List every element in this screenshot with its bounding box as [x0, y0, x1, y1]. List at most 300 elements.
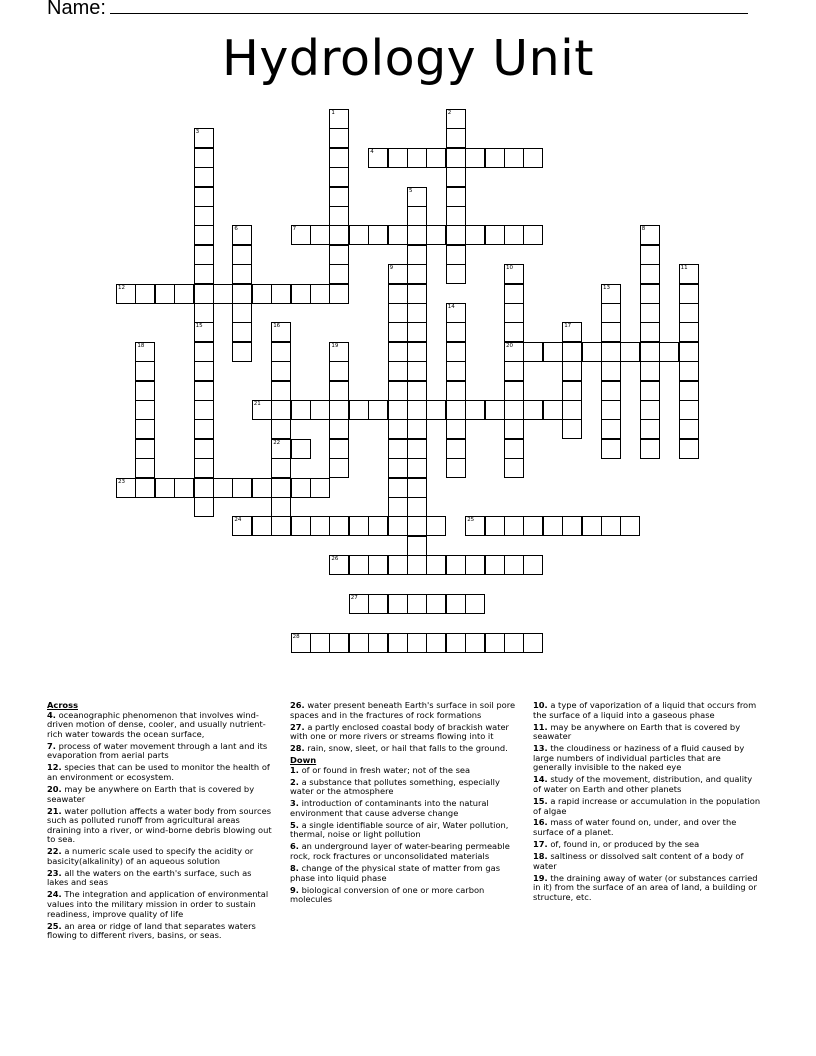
grid-cell[interactable] [562, 361, 582, 381]
grid-cell[interactable] [601, 284, 621, 304]
grid-cell[interactable] [446, 187, 466, 207]
grid-cell[interactable] [349, 594, 369, 614]
grid-cell[interactable] [679, 264, 699, 284]
grid-cell[interactable] [679, 342, 699, 362]
clue-number: 3 [195, 129, 200, 136]
grid-cell[interactable] [310, 400, 330, 420]
grid-cell[interactable] [523, 633, 543, 653]
clue-number: 5 [409, 187, 413, 194]
grid-cell[interactable] [407, 478, 427, 498]
grid-cell[interactable] [388, 148, 408, 168]
grid-cell[interactable] [446, 109, 466, 129]
clue-number: 17 [564, 323, 572, 330]
grid-cell[interactable] [446, 400, 466, 420]
grid-cell[interactable] [426, 633, 446, 653]
grid-cell[interactable] [194, 400, 214, 420]
down-clue [533, 852, 761, 871]
grid-cell[interactable] [601, 419, 621, 439]
grid-cell[interactable] [194, 206, 214, 226]
grid-cell[interactable] [388, 322, 408, 342]
grid-cell[interactable] [271, 342, 291, 362]
grid-cell[interactable] [426, 516, 446, 536]
grid-cell[interactable] [504, 148, 524, 168]
down-clue [533, 874, 761, 903]
grid-cell[interactable] [504, 458, 524, 478]
grid-cell[interactable] [271, 497, 291, 517]
grid-cell[interactable] [446, 322, 466, 342]
grid-cell[interactable] [194, 381, 214, 401]
grid-cell[interactable] [446, 128, 466, 148]
grid-cell[interactable] [640, 342, 660, 362]
grid-cell[interactable] [640, 361, 660, 381]
grid-cell[interactable] [407, 594, 427, 614]
clue-number-label: 7. [47, 740, 56, 751]
grid-cell[interactable] [232, 284, 252, 304]
grid-cell[interactable] [310, 225, 330, 245]
grid-cell[interactable] [523, 555, 543, 575]
grid-cell[interactable] [329, 361, 349, 381]
grid-cell[interactable] [271, 361, 291, 381]
grid-cell[interactable] [291, 478, 311, 498]
grid-cell[interactable] [679, 381, 699, 401]
grid-cell[interactable] [446, 303, 466, 323]
grid-cell[interactable] [329, 284, 349, 304]
grid-cell[interactable] [329, 245, 349, 265]
down-clue [290, 886, 518, 905]
grid-cell[interactable] [349, 555, 369, 575]
grid-cell[interactable] [407, 225, 427, 245]
across-clue [47, 742, 275, 761]
clue-text: a type of vaporization of a liquid that occurs from the surface of a liquid into a gaseous phase [533, 700, 757, 720]
grid-cell[interactable] [291, 225, 311, 245]
grid-cell[interactable] [388, 419, 408, 439]
grid-cell[interactable] [446, 225, 466, 245]
grid-cell[interactable] [232, 322, 252, 342]
grid-cell[interactable] [388, 381, 408, 401]
grid-cell[interactable] [562, 400, 582, 420]
grid-cell[interactable] [562, 322, 582, 342]
grid-cell[interactable] [523, 342, 543, 362]
grid-cell[interactable] [504, 225, 524, 245]
grid-cell[interactable] [407, 439, 427, 459]
grid-cell[interactable] [679, 439, 699, 459]
across-clue [47, 847, 275, 866]
grid-cell[interactable] [232, 478, 252, 498]
clue-number: 21 [253, 401, 261, 407]
grid-cell[interactable] [407, 206, 427, 226]
grid-cell[interactable] [465, 516, 485, 536]
grid-cell[interactable] [310, 478, 330, 498]
grid-cell[interactable] [504, 400, 524, 420]
grid-cell[interactable] [232, 225, 252, 245]
grid-cell[interactable] [446, 458, 466, 478]
grid-cell[interactable] [504, 419, 524, 439]
grid-cell[interactable] [407, 303, 427, 323]
grid-cell[interactable] [213, 478, 233, 498]
grid-cell[interactable] [271, 478, 291, 498]
grid-cell[interactable] [194, 342, 214, 362]
grid-cell[interactable] [523, 148, 543, 168]
grid-cell[interactable] [407, 497, 427, 517]
grid-cell[interactable] [543, 342, 563, 362]
grid-cell[interactable] [465, 555, 485, 575]
grid-cell[interactable] [194, 264, 214, 284]
grid-cell[interactable] [310, 633, 330, 653]
grid-cell[interactable] [194, 225, 214, 245]
grid-cell[interactable] [485, 633, 505, 653]
grid-cell[interactable] [194, 439, 214, 459]
grid-cell[interactable] [349, 633, 369, 653]
grid-cell[interactable] [135, 381, 155, 401]
grid-cell[interactable] [465, 400, 485, 420]
grid-cell[interactable] [407, 264, 427, 284]
grid-cell[interactable] [194, 167, 214, 187]
clue-number-label: 17. [533, 839, 548, 850]
grid-cell[interactable] [252, 400, 272, 420]
grid-cell[interactable] [252, 516, 272, 536]
grid-cell[interactable] [388, 225, 408, 245]
grid-cell[interactable] [679, 419, 699, 439]
clue-number-label: 10. [533, 700, 548, 710]
grid-cell[interactable] [485, 516, 505, 536]
grid-cell[interactable] [135, 419, 155, 439]
clue-text: water present beneath Earth's surface in soil pore spaces and in the fractures of rock formations [290, 700, 516, 720]
grid-cell[interactable] [620, 516, 640, 536]
grid-cell[interactable] [446, 633, 466, 653]
grid-cell[interactable] [601, 342, 621, 362]
grid-cell[interactable] [601, 400, 621, 420]
grid-cell[interactable] [407, 400, 427, 420]
grid-cell[interactable] [465, 594, 485, 614]
grid-cell[interactable] [485, 148, 505, 168]
grid-cell[interactable] [504, 342, 524, 362]
clue-number-label: 1. [290, 764, 299, 775]
grid-cell[interactable] [213, 284, 233, 304]
grid-cell[interactable] [194, 245, 214, 265]
grid-cell[interactable] [368, 225, 388, 245]
clue-text: water pollution affects a water body from sources such as polluted runoff from agricultural areas draining into a river, or wind-borne debris blowing out to sea. [47, 805, 272, 845]
grid-cell[interactable] [271, 439, 291, 459]
clue-text: of, found in, or produced by the sea [547, 839, 700, 850]
grid-cell[interactable] [562, 419, 582, 439]
grid-cell[interactable] [271, 381, 291, 401]
clue-number: 19 [331, 342, 339, 349]
grid-cell[interactable] [388, 633, 408, 653]
grid-cell[interactable] [504, 361, 524, 381]
grid-cell[interactable] [349, 400, 369, 420]
grid-cell[interactable] [271, 419, 291, 439]
grid-cell[interactable] [252, 284, 272, 304]
grid-cell[interactable] [446, 419, 466, 439]
grid-cell[interactable] [446, 206, 466, 226]
grid-cell[interactable] [562, 342, 582, 362]
grid-cell[interactable] [194, 497, 214, 517]
grid-cell[interactable] [446, 381, 466, 401]
grid-cell[interactable] [174, 284, 194, 304]
grid-cell[interactable] [135, 361, 155, 381]
grid-cell[interactable] [135, 342, 155, 362]
clue-number: 7 [292, 226, 297, 233]
grid-cell[interactable] [329, 555, 349, 575]
clue-number: 11 [680, 265, 688, 272]
grid-cell[interactable] [465, 225, 485, 245]
grid-cell[interactable] [407, 187, 427, 207]
grid-cell[interactable] [504, 516, 524, 536]
clue-text: mass of water found on, under, and over the surface of a planet. [533, 817, 737, 838]
grid-cell[interactable] [135, 400, 155, 420]
grid-cell[interactable] [194, 148, 214, 168]
down-clue [533, 775, 761, 794]
grid-cell[interactable] [640, 322, 660, 342]
clue-text: an area or ridge of land that separates waters flowing to different rivers, basins, or seas. [47, 920, 256, 941]
grid-cell[interactable] [523, 225, 543, 245]
grid-cell[interactable] [446, 148, 466, 168]
grid-cell[interactable] [407, 536, 427, 556]
grid-cell[interactable] [407, 516, 427, 536]
grid-cell[interactable] [368, 400, 388, 420]
grid-cell[interactable] [271, 400, 291, 420]
across-clue [47, 785, 275, 804]
grid-cell[interactable] [388, 516, 408, 536]
grid-cell[interactable] [446, 342, 466, 362]
grid-cell[interactable] [291, 439, 311, 459]
grid-cell[interactable] [407, 361, 427, 381]
grid-cell[interactable] [291, 400, 311, 420]
grid-cell[interactable] [601, 322, 621, 342]
grid-cell[interactable] [388, 400, 408, 420]
grid-cell[interactable] [407, 284, 427, 304]
grid-cell[interactable] [446, 245, 466, 265]
grid-cell[interactable] [504, 264, 524, 284]
grid-cell[interactable] [232, 245, 252, 265]
grid-cell[interactable] [271, 284, 291, 304]
grid-cell[interactable] [446, 167, 466, 187]
grid-cell[interactable] [640, 245, 660, 265]
grid-cell[interactable] [388, 342, 408, 362]
grid-cell[interactable] [194, 128, 214, 148]
grid-cell[interactable] [388, 303, 408, 323]
clue-number-label: 20. [47, 783, 62, 794]
grid-cell[interactable] [388, 497, 408, 517]
grid-cell[interactable] [407, 458, 427, 478]
grid-cell[interactable] [329, 206, 349, 226]
grid-cell[interactable] [601, 381, 621, 401]
grid-cell[interactable] [504, 284, 524, 304]
grid-cell[interactable] [368, 633, 388, 653]
grid-cell[interactable] [407, 148, 427, 168]
grid-cell[interactable] [368, 516, 388, 536]
grid-cell[interactable] [368, 594, 388, 614]
grid-cell[interactable] [329, 264, 349, 284]
grid-cell[interactable] [388, 458, 408, 478]
grid-cell[interactable] [504, 555, 524, 575]
grid-cell[interactable] [426, 555, 446, 575]
grid-cell[interactable] [446, 264, 466, 284]
grid-cell[interactable] [640, 284, 660, 304]
grid-cell[interactable] [407, 245, 427, 265]
grid-cell[interactable] [601, 439, 621, 459]
grid-cell[interactable] [485, 400, 505, 420]
grid-cell[interactable] [523, 516, 543, 536]
grid-cell[interactable] [659, 342, 679, 362]
clue-number: 22 [273, 439, 281, 446]
grid-cell[interactable] [194, 187, 214, 207]
clue-number-label: 15. [533, 795, 548, 806]
grid-cell[interactable] [232, 516, 252, 536]
grid-cell[interactable] [582, 342, 602, 362]
grid-cell[interactable] [252, 478, 272, 498]
grid-cell[interactable] [329, 128, 349, 148]
grid-cell[interactable] [194, 419, 214, 439]
grid-cell[interactable] [232, 264, 252, 284]
grid-cell[interactable] [155, 478, 175, 498]
grid-cell[interactable] [194, 303, 214, 323]
grid-cell[interactable] [291, 284, 311, 304]
down-clue [533, 818, 761, 837]
grid-cell[interactable] [194, 322, 214, 342]
grid-cell[interactable] [446, 555, 466, 575]
grid-cell[interactable] [504, 381, 524, 401]
grid-cell[interactable] [446, 361, 466, 381]
grid-cell[interactable] [407, 322, 427, 342]
grid-cell[interactable] [388, 284, 408, 304]
grid-cell[interactable] [640, 225, 660, 245]
grid-cell[interactable] [523, 400, 543, 420]
grid-cell[interactable] [194, 284, 214, 304]
grid-cell[interactable] [562, 516, 582, 536]
grid-cell[interactable] [310, 284, 330, 304]
clue-number-label: 13. [533, 743, 548, 754]
grid-cell[interactable] [329, 187, 349, 207]
grid-cell[interactable] [446, 439, 466, 459]
grid-cell[interactable] [329, 167, 349, 187]
grid-cell[interactable] [485, 555, 505, 575]
grid-cell[interactable] [329, 400, 349, 420]
grid-cell[interactable] [601, 516, 621, 536]
grid-cell[interactable] [465, 633, 485, 653]
grid-cell[interactable] [349, 516, 369, 536]
grid-cell[interactable] [329, 225, 349, 245]
grid-cell[interactable] [388, 594, 408, 614]
grid-cell[interactable] [407, 633, 427, 653]
grid-cell[interactable] [465, 148, 485, 168]
grid-cell[interactable] [388, 264, 408, 284]
grid-cell[interactable] [329, 148, 349, 168]
grid-cell[interactable] [504, 633, 524, 653]
grid-cell[interactable] [679, 361, 699, 381]
clue-number-label: 22. [47, 846, 62, 857]
across-clue [290, 701, 518, 720]
grid-cell[interactable] [601, 303, 621, 323]
clue-number-label: 23. [47, 867, 62, 878]
grid-cell[interactable] [620, 342, 640, 362]
grid-cell[interactable] [116, 284, 136, 304]
grid-cell[interactable] [135, 284, 155, 304]
grid-cell[interactable] [582, 516, 602, 536]
grid-cell[interactable] [407, 419, 427, 439]
grid-cell[interactable] [329, 439, 349, 459]
grid-cell[interactable] [679, 284, 699, 304]
grid-cell[interactable] [504, 322, 524, 342]
grid-cell[interactable] [601, 361, 621, 381]
grid-cell[interactable] [368, 148, 388, 168]
grid-cell[interactable] [291, 633, 311, 653]
grid-cell[interactable] [426, 225, 446, 245]
grid-cell[interactable] [310, 516, 330, 536]
grid-cell[interactable] [329, 109, 349, 129]
clue-text: introduction of contaminants into the natural environment that cause adverse change [290, 798, 489, 818]
grid-cell[interactable] [194, 361, 214, 381]
grid-cell[interactable] [562, 381, 582, 401]
grid-cell[interactable] [407, 381, 427, 401]
across-clue [290, 744, 518, 754]
grid-cell[interactable] [543, 400, 563, 420]
grid-cell[interactable] [194, 458, 214, 478]
grid-cell[interactable] [426, 400, 446, 420]
grid-cell[interactable] [291, 516, 311, 536]
grid-cell[interactable] [232, 342, 252, 362]
grid-cell[interactable] [135, 439, 155, 459]
grid-cell[interactable] [388, 478, 408, 498]
grid-cell[interactable] [271, 322, 291, 342]
grid-cell[interactable] [116, 478, 136, 498]
clue-text: saltiness or dissolved salt content of a body of water [533, 851, 744, 871]
grid-cell[interactable] [640, 303, 660, 323]
grid-cell[interactable] [388, 361, 408, 381]
grid-cell[interactable] [640, 419, 660, 439]
grid-cell[interactable] [329, 381, 349, 401]
grid-cell[interactable] [174, 478, 194, 498]
grid-cell[interactable] [485, 225, 505, 245]
clue-text: oceanographic phenomenon that involves wind-driven motion of dense, cooler, and usually nutrient-rich water towards the ocean surface, [47, 709, 266, 739]
grid-cell[interactable] [388, 555, 408, 575]
grid-cell[interactable] [329, 516, 349, 536]
grid-cell[interactable] [349, 225, 369, 245]
grid-cell[interactable] [388, 439, 408, 459]
grid-cell[interactable] [679, 322, 699, 342]
grid-cell[interactable] [329, 342, 349, 362]
grid-cell[interactable] [679, 303, 699, 323]
grid-cell[interactable] [329, 633, 349, 653]
grid-cell[interactable] [504, 439, 524, 459]
grid-cell[interactable] [135, 478, 155, 498]
grid-cell[interactable] [640, 381, 660, 401]
grid-cell[interactable] [640, 264, 660, 284]
grid-cell[interactable] [640, 439, 660, 459]
grid-cell[interactable] [504, 303, 524, 323]
grid-cell[interactable] [271, 516, 291, 536]
grid-cell[interactable] [155, 284, 175, 304]
name-label: Name: [47, 0, 106, 19]
grid-cell[interactable] [446, 594, 466, 614]
grid-cell[interactable] [640, 400, 660, 420]
grid-cell[interactable] [232, 303, 252, 323]
grid-cell[interactable] [679, 400, 699, 420]
grid-cell[interactable] [426, 594, 446, 614]
grid-cell[interactable] [368, 555, 388, 575]
grid-cell[interactable] [407, 555, 427, 575]
across-clue [47, 922, 275, 941]
grid-cell[interactable] [271, 458, 291, 478]
grid-cell[interactable] [135, 458, 155, 478]
grid-cell[interactable] [426, 148, 446, 168]
grid-cell[interactable] [407, 342, 427, 362]
clue-text: a single identifiable source of air, Water pollution, thermal, noise or light pollution [290, 819, 509, 840]
grid-cell[interactable] [194, 478, 214, 498]
grid-cell[interactable] [543, 516, 563, 536]
grid-cell[interactable] [329, 419, 349, 439]
grid-cell[interactable] [329, 458, 349, 478]
